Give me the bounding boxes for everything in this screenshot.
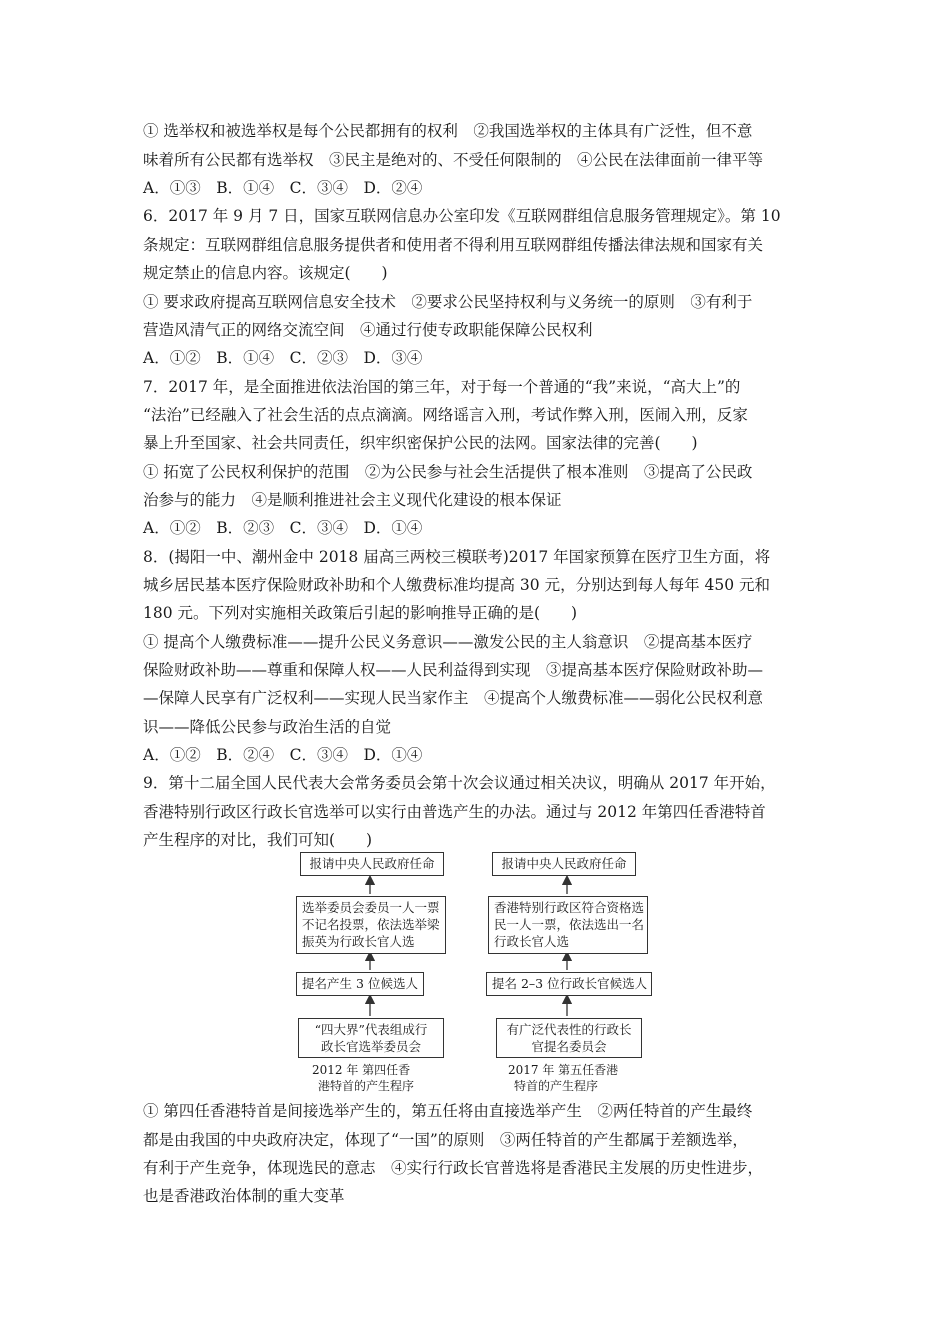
q8-option-line: —保障人民享有广泛权利——实现人民当家作主 ④提高个人缴费标准——弱化公民权利意 bbox=[143, 689, 764, 707]
q7-option-line: ① 拓宽了公民权利保护的范围 ②为公民参与社会生活提供了根本准则 ③提高了公民政 bbox=[143, 463, 753, 481]
q7-stem: 7．2017 年，是全面推进依法治国的第三年，对于每一个普通的“我”来说，“高大上”的 bbox=[143, 378, 741, 396]
q7-option-line: 治参与的能力 ④是顺利推进社会主义现代化建设的根本保证 bbox=[143, 491, 562, 509]
q8-stem: 180 元。下列对实施相关政策后引起的影响推导正确的是( ) bbox=[143, 604, 578, 622]
caption-text: 特首的产生程序 bbox=[514, 1079, 599, 1093]
q8-option-line: ① 提高个人缴费标准——提升公民义务意识——激发公民的主人翁意识 ②提高基本医疗 bbox=[143, 633, 753, 651]
q9-option-line: 都是由我国的中央政府决定，体现了“一国”的原则 ③两任特首的产生都属于差额选举， bbox=[143, 1131, 748, 1149]
q9-stem: 香港特别行政区行政长官选举可以实行由普选产生的办法。通过与 2012 年第四任香港特首 bbox=[143, 803, 766, 821]
q5-option-line: ① 选举权和被选举权是每个公民都拥有的权利 ②我国选举权的主体具有广泛性，但不意 bbox=[143, 122, 753, 140]
box-text: 报请中央人民政府任命 bbox=[309, 856, 435, 871]
right-appointment-box bbox=[492, 852, 636, 876]
left-appointment-box bbox=[300, 852, 444, 876]
q6-stem: 6．2017 年 9 月 7 日，国家互联网信息办公室印发《互联网群组信息服务管理规定》。第 10 bbox=[143, 207, 781, 225]
q9-option-line: 也是香港政治体制的重大变革 bbox=[143, 1187, 345, 1205]
q7-answer-choices: A．①② B．②③ C．③④ D．①④ bbox=[143, 519, 423, 537]
q6-stem: 条规定：互联网群组信息服务提供者和使用者不得利用互联网群组传播法律法规和国家有关 bbox=[143, 236, 764, 254]
box-text: 政长官选举委员会 bbox=[320, 1039, 421, 1054]
q6-option-line: ① 要求政府提高互联网信息安全技术 ②要求公民坚持权利与义务统一的原则 ③有利于 bbox=[143, 293, 753, 311]
box-text: 官提名委员会 bbox=[531, 1039, 607, 1054]
q6-answer-choices: A．①② B．①④ C．②③ D．③④ bbox=[143, 349, 423, 367]
box-text: 不记名投票，依法选举梁 bbox=[302, 917, 440, 932]
q8-stem: 城乡居民基本医疗保险财政补助和个人缴费标准均提高 30 元，分别达到每人每年 450 元和 bbox=[143, 576, 771, 594]
q9-stem: 9．第十二届全国人民代表大会常务委员会第十次会议通过相关决议，明确从 2017 年开始， bbox=[143, 774, 776, 792]
q5-option-line: 味着所有公民都有选举权 ③民主是绝对的、不受任何限制的 ④公民在法律面前一律平等 bbox=[143, 151, 764, 169]
right-committee-box bbox=[496, 1018, 642, 1058]
right-nomination-box bbox=[486, 972, 652, 996]
q8-option-line: 识——降低公民参与政治生活的自觉 bbox=[143, 718, 392, 736]
election-procedure-diagram bbox=[290, 848, 660, 1098]
q9-stem: 产生程序的对比，我们可知( ) bbox=[143, 831, 373, 849]
box-text: 振英为行政长官人选 bbox=[302, 934, 415, 949]
left-committee-box bbox=[298, 1018, 444, 1058]
box-text: 行政长官人选 bbox=[494, 934, 570, 949]
box-text: 报请中央人民政府任命 bbox=[501, 856, 627, 871]
q8-stem: 8．(揭阳一中、潮州金中 2018 届高三两校三模联考)2017 年国家预算在医疗卫生方面，将 bbox=[143, 548, 771, 566]
q7-stem: 暴上升至国家、社会共同责任，织牢织密保护公民的法网。国家法律的完善( ) bbox=[143, 434, 698, 452]
box-text: 有广泛代表性的行政长 bbox=[506, 1022, 632, 1037]
box-text: 提名 2–3 位行政长官候选人 bbox=[492, 976, 648, 991]
caption-text: 港特首的产生程序 bbox=[318, 1079, 415, 1093]
right-caption bbox=[508, 1062, 618, 1094]
caption-text: 2012 年 第四任香 bbox=[312, 1063, 411, 1077]
box-text: 香港特别行政区符合资格选 bbox=[494, 900, 645, 915]
left-caption bbox=[312, 1062, 414, 1094]
right-election-box bbox=[488, 896, 648, 954]
caption-text: 2017 年 第五任香港 bbox=[508, 1063, 619, 1077]
box-text: 民一人一票，依法选出一名 bbox=[494, 917, 645, 932]
q7-stem: “法治”已经融入了社会生活的点点滴滴。网络谣言入刑，考试作弊入刑，医闹入刑，反家 bbox=[143, 406, 748, 424]
q9-option-line: ① 第四任香港特首是间接选举产生的，第五任将由直接选举产生 ②两任特首的产生最终 bbox=[143, 1102, 753, 1120]
q6-stem: 规定禁止的信息内容。该规定( ) bbox=[143, 264, 388, 282]
box-text: “四大界”代表组成行 bbox=[314, 1022, 428, 1037]
q6-option-line: 营造风清气正的网络交流空间 ④通过行使专政职能保障公民权利 bbox=[143, 321, 593, 339]
q5-answer-choices: A．①③ B．①④ C．③④ D．②④ bbox=[143, 179, 423, 197]
q8-answer-choices: A．①② B．②④ C．③④ D．①④ bbox=[143, 746, 423, 764]
left-election-box bbox=[296, 896, 446, 954]
box-text: 选举委员会委员一人一票 bbox=[302, 900, 440, 915]
box-text: 提名产生 3 位候选人 bbox=[302, 976, 418, 991]
q9-option-line: 有利于产生竞争，体现选民的意志 ④实行行政长官普选将是香港民主发展的历史性进步， bbox=[143, 1159, 764, 1177]
left-nomination-box bbox=[296, 972, 424, 996]
q8-option-line: 保险财政补助——尊重和保障人权——人民利益得到实现 ③提高基本医疗保险财政补助— bbox=[143, 661, 764, 679]
